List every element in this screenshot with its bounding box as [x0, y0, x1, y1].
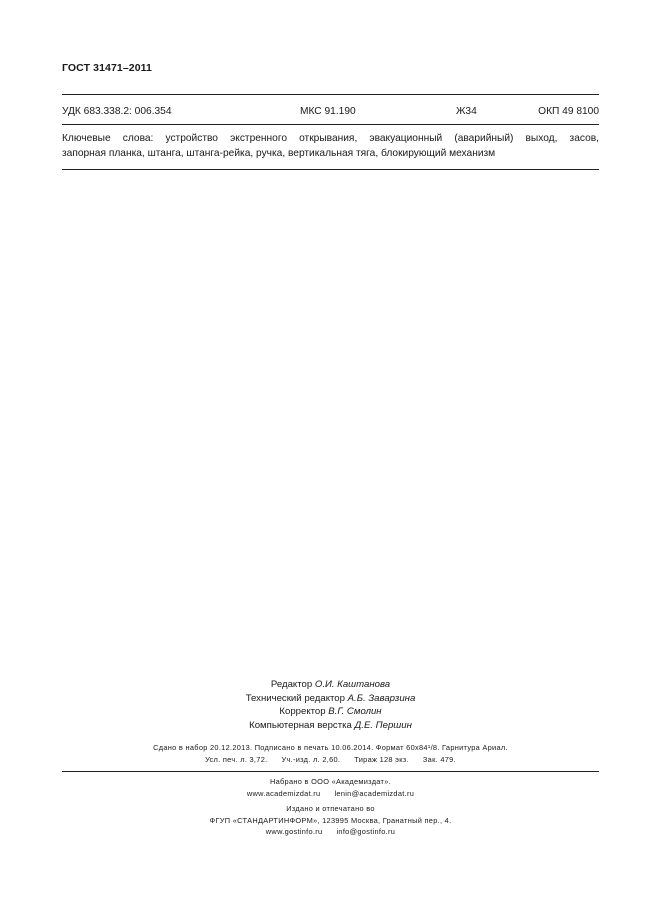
credit-layout: Компьютерная верстка Д.Е. Першин	[249, 719, 412, 731]
mks-code: МКС 91.190	[300, 106, 356, 117]
credits-block	[62, 678, 599, 732]
document-title: ГОСТ 31471–2011	[62, 62, 152, 74]
divider-top	[62, 94, 599, 95]
printer-line-1: Издано и отпечатано во	[286, 804, 375, 813]
udk-code: УДК 683.338.2: 006.354	[62, 106, 172, 117]
divider-bottom	[62, 771, 599, 772]
publication-info	[62, 742, 599, 765]
publication-line-2: Усл. печ. л. 3,72. Уч.-изд. л. 2,60. Тираж 128 экз. Зак. 479.	[205, 754, 456, 764]
typeset-site-link[interactable]: www.academizdat.ru	[246, 788, 321, 798]
printer-info	[62, 803, 599, 838]
printer-site-link[interactable]: www.gostinfo.ru	[265, 827, 323, 836]
credit-corrector: Корректор В.Г. Смолин	[279, 706, 382, 717]
printer-contacts	[62, 826, 599, 838]
typeset-line: Набрано в ООО «Академиздат».	[269, 777, 392, 786]
okp-code: ОКП 49 8100	[538, 106, 599, 117]
credit-editor: Редактор О.И. Каштанова	[270, 679, 391, 690]
keywords-line-2: запорная планка, штанга, штанга-рейка, ручка, вертикальная тяга, блокирующий механизм	[62, 147, 496, 159]
zh-code: Ж34	[456, 106, 477, 117]
typeset-info	[62, 776, 599, 799]
credit-tech-editor: Технический редактор А.Б. Заварзина	[245, 692, 416, 704]
divider-codes	[62, 124, 599, 125]
classification-codes	[62, 106, 599, 120]
typeset-contacts	[62, 788, 599, 800]
divider-keywords	[62, 169, 599, 170]
publication-line-1: Сдано в набор 20.12.2013. Подписано в печать 10.06.2014. Формат 60x84¹/8. Гарнитура Ариал.	[153, 743, 508, 752]
typeset-email-link[interactable]: lenin@academizdat.ru	[334, 788, 415, 798]
keywords-block	[62, 132, 599, 161]
keywords-line-1: Ключевые слова: устройство экстренного открывания, эвакуационный (аварийный) выход, засов,	[62, 133, 599, 144]
printer-email-link[interactable]: info@gostinfo.ru	[336, 827, 396, 836]
printer-line-2: ФГУП «СТАНДАРТИНФОРМ», 123995 Москва, Гранатный пер., 4.	[209, 815, 452, 825]
